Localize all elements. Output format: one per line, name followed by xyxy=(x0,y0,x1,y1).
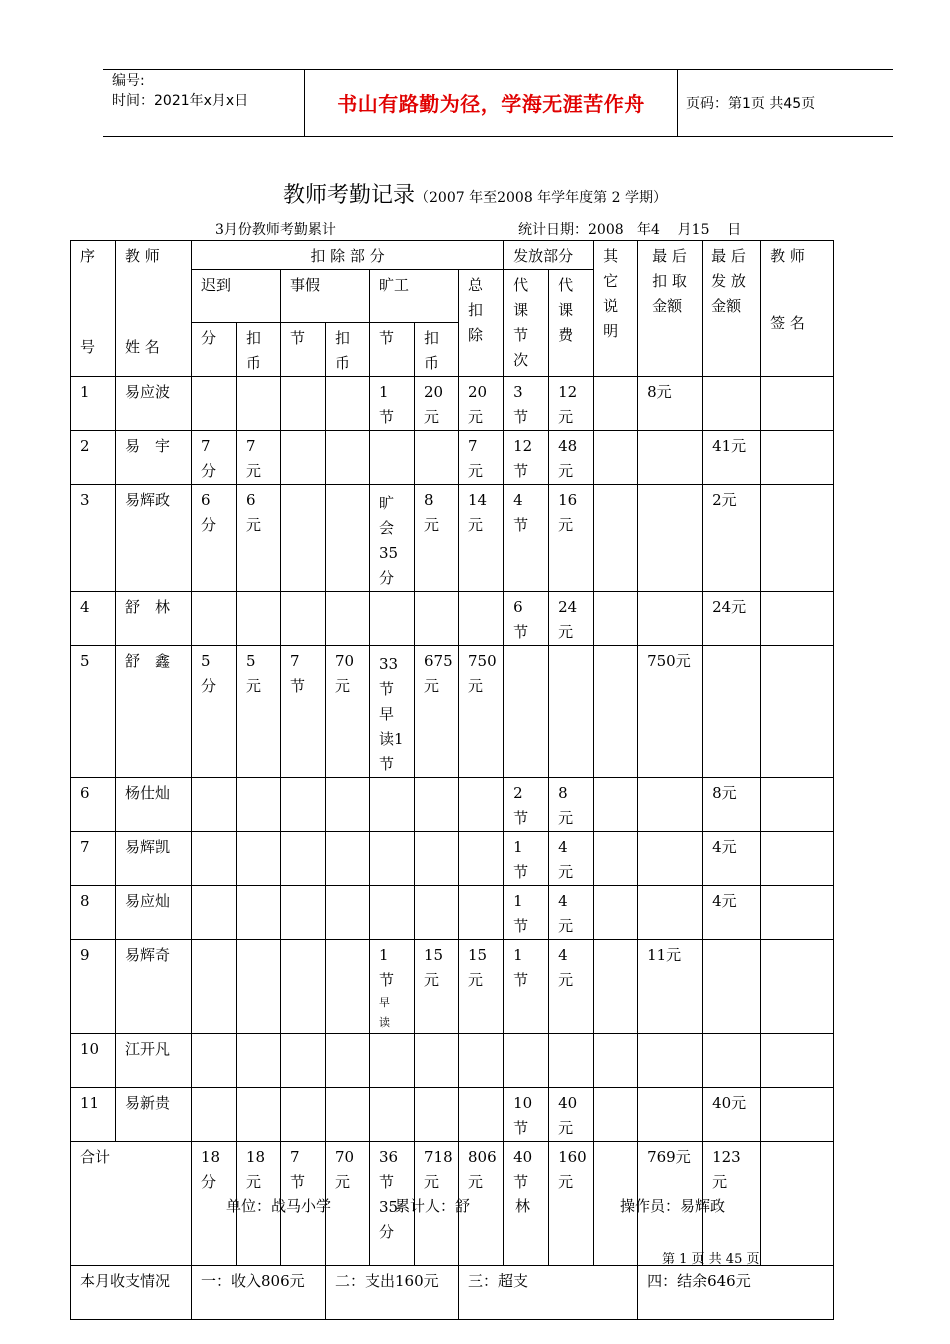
title-text: 教师考勤记录 xyxy=(283,183,416,208)
cell-sign xyxy=(761,646,834,778)
table-row xyxy=(71,1088,834,1142)
cell-sub-fee: 40元 xyxy=(549,1088,594,1142)
cell-sub-lessons: 1节 xyxy=(504,940,549,1034)
cell-late-min xyxy=(192,1088,237,1142)
cell-late-min xyxy=(192,778,237,832)
cell-total: 20元 xyxy=(459,377,504,431)
cell-leave-lesson xyxy=(281,1088,326,1142)
table-row xyxy=(71,485,834,592)
cell-absent-coin xyxy=(415,1088,459,1142)
table-row xyxy=(71,646,834,778)
header-total: 总扣除 xyxy=(459,270,504,377)
header-pay: 发放部分 xyxy=(504,241,594,270)
cell-final-deduct xyxy=(638,778,703,832)
summary-balance: 四：结余646元 xyxy=(638,1266,834,1320)
cell-sub-fee: 12元 xyxy=(549,377,594,431)
cell-late-coin xyxy=(237,778,281,832)
cell-final-deduct: 750元 xyxy=(638,646,703,778)
cell-final-deduct xyxy=(638,1034,703,1088)
cell-late-coin xyxy=(237,940,281,1034)
motto: 书山有路勤为径，学海无涯苦作舟 xyxy=(337,92,645,116)
cell-sign xyxy=(761,485,834,592)
cell-leave-coin: 70元 xyxy=(326,646,370,778)
table-row xyxy=(71,431,834,485)
cell-late-min xyxy=(192,377,237,431)
cell-late-coin: 7元 xyxy=(237,431,281,485)
cell-seq: 7 xyxy=(71,832,116,886)
cell-sign xyxy=(761,832,834,886)
header-top-rule xyxy=(103,69,893,70)
header-leave-lesson: 节 xyxy=(281,323,326,377)
header-meta xyxy=(112,71,248,111)
cell-total: 7元 xyxy=(459,431,504,485)
cell-late-coin xyxy=(237,592,281,646)
cell-sign xyxy=(761,940,834,1034)
cell-sign xyxy=(761,431,834,485)
cell-sub-fee xyxy=(549,1034,594,1088)
cell-total xyxy=(459,886,504,940)
total-absent-lesson: 36节35分 xyxy=(370,1142,415,1266)
cell-absent-coin xyxy=(415,1034,459,1088)
header-absent-lesson: 节 xyxy=(370,323,415,377)
cell-sign xyxy=(761,1088,834,1142)
table-row xyxy=(71,940,834,1034)
cell-sub-lessons: 3节 xyxy=(504,377,549,431)
header-seq-bottom: 号 xyxy=(80,338,96,356)
cell-seq: 4 xyxy=(71,592,116,646)
cell-late-min xyxy=(192,832,237,886)
cell-sign xyxy=(761,886,834,940)
attendance-table xyxy=(70,240,834,1320)
cell-name: 易辉凯 xyxy=(116,832,192,886)
header-sign-bottom: 签 名 xyxy=(770,314,805,332)
cell-name: 易新贵 xyxy=(116,1088,192,1142)
cell-late-min xyxy=(192,886,237,940)
cell-total xyxy=(459,1088,504,1142)
cell-leave-lesson xyxy=(281,485,326,592)
total-sign xyxy=(761,1142,834,1266)
total-sub-fee: 160元 xyxy=(549,1142,594,1266)
cell-sub-lessons xyxy=(504,646,549,778)
cell-total xyxy=(459,778,504,832)
cell-late-coin xyxy=(237,1088,281,1142)
summary-row xyxy=(71,1266,834,1320)
cell-seq: 5 xyxy=(71,646,116,778)
cell-final-deduct xyxy=(638,886,703,940)
cell-seq: 10 xyxy=(71,1034,116,1088)
footer-operator: 操作员：易辉政 xyxy=(620,1197,726,1215)
cell-absent-coin: 675元 xyxy=(415,646,459,778)
cell-final-deduct xyxy=(638,832,703,886)
cell-absent-lesson xyxy=(370,940,415,1034)
cell-seq: 11 xyxy=(71,1088,116,1142)
cell-late-min xyxy=(192,592,237,646)
page-number: 第 1 页 共 45 页 xyxy=(662,1252,760,1267)
cell-late-coin: 5元 xyxy=(237,646,281,778)
cell-other xyxy=(594,377,638,431)
cell-final-deduct xyxy=(638,592,703,646)
header-leave: 事假 xyxy=(281,270,370,323)
total-late-min: 18分 xyxy=(192,1142,237,1266)
cell-sign xyxy=(761,592,834,646)
total-leave-coin: 70元 xyxy=(326,1142,370,1266)
cell-sign xyxy=(761,1034,834,1088)
cell-late-coin xyxy=(237,1034,281,1088)
cell-other xyxy=(594,431,638,485)
cell-name: 易辉政 xyxy=(116,485,192,592)
cell-leave-coin xyxy=(326,886,370,940)
cell-late-min: 7分 xyxy=(192,431,237,485)
cell-total xyxy=(459,832,504,886)
cell-other xyxy=(594,485,638,592)
cell-sub-lessons: 4节 xyxy=(504,485,549,592)
cell-absent-coin xyxy=(415,886,459,940)
cell-late-min: 6分 xyxy=(192,485,237,592)
table-row xyxy=(71,778,834,832)
header-deduct: 扣 除 部 分 xyxy=(192,241,504,270)
cell-name: 易辉奇 xyxy=(116,940,192,1034)
summary-expense: 二：支出160元 xyxy=(326,1266,459,1320)
cell-absent-lesson: 33节早读1节 xyxy=(370,646,415,778)
cell-sub-lessons: 10节 xyxy=(504,1088,549,1142)
header-leave-coin: 扣币 xyxy=(326,323,370,377)
cell-leave-lesson xyxy=(281,832,326,886)
summary-overspend: 三：超支 xyxy=(459,1266,638,1320)
header-sign xyxy=(761,241,834,377)
cell-leave-coin xyxy=(326,431,370,485)
cell-name: 易 宇 xyxy=(116,431,192,485)
cell-absent-coin xyxy=(415,778,459,832)
cell-total: 15元 xyxy=(459,940,504,1034)
header-seq xyxy=(71,241,116,377)
cell-sub-fee: 4元 xyxy=(549,832,594,886)
cell-seq: 1 xyxy=(71,377,116,431)
cell-total: 14元 xyxy=(459,485,504,592)
cell-absent-coin xyxy=(415,592,459,646)
cell-name: 易应波 xyxy=(116,377,192,431)
total-late-coin: 18元 xyxy=(237,1142,281,1266)
cell-leave-coin xyxy=(326,592,370,646)
cell-total xyxy=(459,592,504,646)
total-final-pay: 123元 xyxy=(703,1142,761,1266)
total-deduct: 806元 xyxy=(459,1142,504,1266)
cell-name: 舒 林 xyxy=(116,592,192,646)
title-suffix: （2007 年至2008 年学年度第 2 学期） xyxy=(415,190,667,206)
cell-other xyxy=(594,592,638,646)
cell-final-pay xyxy=(703,1034,761,1088)
cell-seq: 6 xyxy=(71,778,116,832)
cell-seq: 3 xyxy=(71,485,116,592)
cell-sub-lessons: 1节 xyxy=(504,832,549,886)
cell-other xyxy=(594,832,638,886)
cell-absent-lesson xyxy=(370,592,415,646)
cell-absent-lesson xyxy=(370,1034,415,1088)
cell-final-pay: 8元 xyxy=(703,778,761,832)
cell-sign xyxy=(761,778,834,832)
cell-absent-lesson: 1节 xyxy=(370,377,415,431)
header-absent-coin: 扣币 xyxy=(415,323,459,377)
cell-absent-coin: 15元 xyxy=(415,940,459,1034)
cell-final-deduct: 8元 xyxy=(638,377,703,431)
header-sub-fee: 代课费 xyxy=(549,270,594,377)
header-other: 其它说明 xyxy=(594,241,638,377)
footer-unit: 单位：战马小学 xyxy=(226,1197,332,1215)
cell-leave-lesson xyxy=(281,431,326,485)
table-row xyxy=(71,592,834,646)
page-label: 页码：第1页 共45页 xyxy=(686,96,816,112)
cell-leave-coin xyxy=(326,1088,370,1142)
document-title xyxy=(0,178,950,209)
cell-other xyxy=(594,646,638,778)
header-sign-top: 教 师 xyxy=(770,247,805,265)
cell-sub-lessons: 12节 xyxy=(504,431,549,485)
cell-final-deduct: 11元 xyxy=(638,940,703,1034)
cell-final-pay: 40元 xyxy=(703,1088,761,1142)
cell-late-min xyxy=(192,940,237,1034)
summary-income: 一：收入806元 xyxy=(192,1266,326,1320)
cell-absent-lesson xyxy=(370,778,415,832)
footer-accumulator: 累计人：舒 林 xyxy=(395,1197,531,1215)
cell-name: 江开凡 xyxy=(116,1034,192,1088)
cell-sub-fee: 48元 xyxy=(549,431,594,485)
cell-sub-lessons xyxy=(504,1034,549,1088)
cell-final-pay xyxy=(703,940,761,1034)
serial-label: 编号: xyxy=(112,73,145,89)
header-late-coin: 扣币 xyxy=(237,323,281,377)
total-sub-lessons: 40节 xyxy=(504,1142,549,1266)
cell-sign xyxy=(761,377,834,431)
cell-leave-lesson xyxy=(281,886,326,940)
header-bottom-rule xyxy=(103,136,893,137)
cell-sub-fee: 8元 xyxy=(549,778,594,832)
cell-name: 舒 鑫 xyxy=(116,646,192,778)
cell-final-pay: 41元 xyxy=(703,431,761,485)
cell-name: 易应灿 xyxy=(116,886,192,940)
cell-leave-lesson xyxy=(281,377,326,431)
cell-absent-coin xyxy=(415,431,459,485)
cell-absent-lesson xyxy=(370,431,415,485)
absent-lesson-value: 1节 xyxy=(379,946,395,989)
header-absent: 旷工 xyxy=(370,270,459,323)
header-divider xyxy=(677,69,678,136)
cell-leave-coin xyxy=(326,940,370,1034)
subtitle-left: 3月份教师考勤累计 xyxy=(215,222,336,238)
cell-absent-coin: 8元 xyxy=(415,485,459,592)
cell-leave-coin xyxy=(326,832,370,886)
cell-final-deduct xyxy=(638,1088,703,1142)
header-final-deduct: 最 后 扣 取 金额 xyxy=(638,241,703,377)
total-absent-coin: 718元 xyxy=(415,1142,459,1266)
cell-leave-lesson xyxy=(281,592,326,646)
cell-other xyxy=(594,886,638,940)
statistics-date: 统计日期：2008 年4 月15 日 xyxy=(518,222,742,238)
cell-final-pay: 4元 xyxy=(703,832,761,886)
table-row xyxy=(71,1034,834,1088)
cell-final-pay xyxy=(703,646,761,778)
cell-late-min xyxy=(192,1034,237,1088)
cell-total xyxy=(459,1034,504,1088)
cell-absent-coin: 20元 xyxy=(415,377,459,431)
cell-leave-lesson xyxy=(281,778,326,832)
cell-leave-coin xyxy=(326,1034,370,1088)
cell-seq: 2 xyxy=(71,431,116,485)
cell-final-deduct xyxy=(638,431,703,485)
cell-leave-coin xyxy=(326,377,370,431)
cell-late-coin xyxy=(237,377,281,431)
total-final-deduct: 769元 xyxy=(638,1142,703,1266)
cell-sub-fee: 24元 xyxy=(549,592,594,646)
cell-absent-lesson xyxy=(370,1088,415,1142)
cell-leave-lesson xyxy=(281,1034,326,1088)
table-row xyxy=(71,377,834,431)
table-row xyxy=(71,886,834,940)
cell-absent-coin xyxy=(415,832,459,886)
total-leave-lesson: 7节 xyxy=(281,1142,326,1266)
header-sub-lessons: 代课节次 xyxy=(504,270,549,377)
cell-final-pay: 2元 xyxy=(703,485,761,592)
cell-other xyxy=(594,1034,638,1088)
cell-late-min: 5分 xyxy=(192,646,237,778)
header-late: 迟到 xyxy=(192,270,281,323)
cell-other xyxy=(594,778,638,832)
cell-final-deduct xyxy=(638,485,703,592)
cell-absent-lesson xyxy=(370,832,415,886)
cell-leave-coin xyxy=(326,778,370,832)
cell-seq: 8 xyxy=(71,886,116,940)
cell-leave-coin xyxy=(326,485,370,592)
header-seq-top: 序 xyxy=(80,247,96,265)
header-final-pay: 最 后 发 放 金额 xyxy=(703,241,761,377)
time-label: 时间：2021年x月x日 xyxy=(112,93,249,109)
cell-other xyxy=(594,940,638,1034)
cell-name: 杨仕灿 xyxy=(116,778,192,832)
header-teacher: 教 师 xyxy=(125,247,160,265)
header-name: 姓 名 xyxy=(125,338,160,356)
cell-seq: 9 xyxy=(71,940,116,1034)
cell-late-coin xyxy=(237,886,281,940)
cell-final-pay xyxy=(703,377,761,431)
cell-sub-fee xyxy=(549,646,594,778)
cell-late-coin: 6元 xyxy=(237,485,281,592)
cell-leave-lesson: 7节 xyxy=(281,646,326,778)
cell-leave-lesson xyxy=(281,940,326,1034)
cell-sub-fee: 4元 xyxy=(549,886,594,940)
cell-sub-lessons: 1节 xyxy=(504,886,549,940)
cell-sub-fee: 16元 xyxy=(549,485,594,592)
header-teacher-name xyxy=(116,241,192,377)
summary-label: 本月收支情况 xyxy=(71,1266,192,1320)
cell-absent-lesson: 旷会35分 xyxy=(370,485,415,592)
header-late-min: 分 xyxy=(192,323,237,377)
cell-total: 750元 xyxy=(459,646,504,778)
cell-sub-lessons: 6节 xyxy=(504,592,549,646)
cell-final-pay: 24元 xyxy=(703,592,761,646)
cell-sub-fee: 4元 xyxy=(549,940,594,1034)
totals-label: 合计 xyxy=(71,1142,192,1266)
cell-absent-lesson xyxy=(370,886,415,940)
cell-final-pay: 4元 xyxy=(703,886,761,940)
cell-late-coin xyxy=(237,832,281,886)
cell-other xyxy=(594,1088,638,1142)
cell-sub-lessons: 2节 xyxy=(504,778,549,832)
table-row xyxy=(71,832,834,886)
absent-note: 早读 xyxy=(379,996,390,1029)
